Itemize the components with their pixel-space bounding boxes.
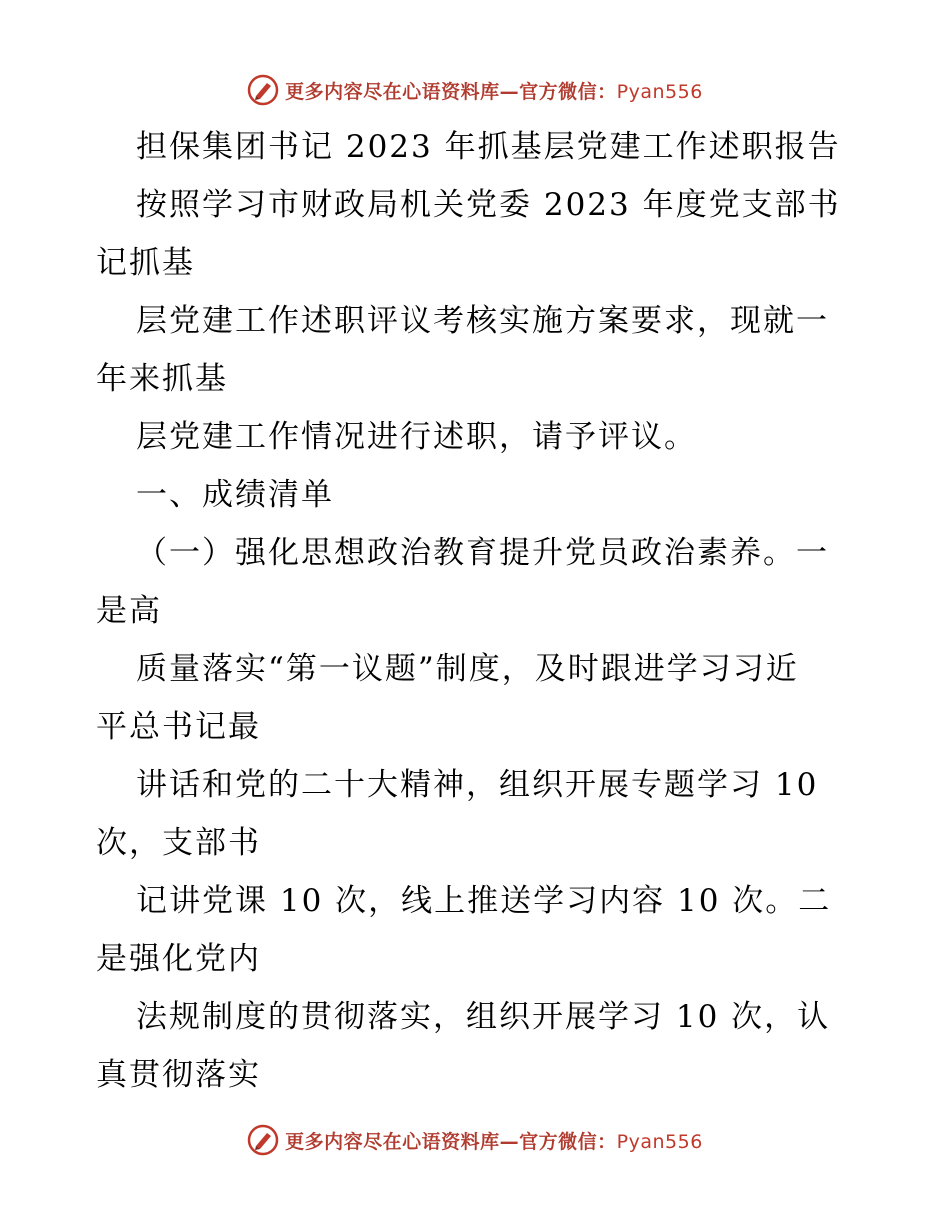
pen-logo-icon (247, 74, 279, 106)
banner-text: 更多内容尽在心语资料库—官方微信：Pyan556 (285, 80, 703, 103)
document-line: 按照学习市财政局机关党委 2023 年度党支部书 (136, 187, 841, 223)
document-line: 记抓基 (96, 245, 195, 281)
footer-banner (0, 1120, 950, 1160)
document-line: 一、成绩清单 (136, 477, 334, 513)
document-line: 年来抓基 (96, 361, 228, 397)
banner-text: 更多内容尽在心语资料库—官方微信：Pyan556 (285, 1130, 703, 1153)
document-line: 次，支部书 (96, 825, 261, 861)
header-banner (0, 70, 950, 110)
document-line: 层党建工作情况进行述职，请予评议。 (136, 419, 697, 455)
document-line: 是高 (96, 593, 162, 629)
document-line: 层党建工作述职评议考核实施方案要求，现就一 (136, 303, 829, 339)
pen-logo-icon (247, 1124, 279, 1156)
document-line: 平总书记最 (96, 709, 261, 745)
document-line: （一）强化思想政治教育提升党员政治素养。一 (136, 535, 829, 571)
document-body (96, 118, 856, 1104)
document-line: 质量落实“第一议题”制度，及时跟进学习习近 (136, 651, 799, 687)
document-line: 担保集团书记 2023 年抓基层党建工作述职报告 (136, 129, 841, 165)
document-line: 是强化党内 (96, 941, 261, 977)
document-line: 真贯彻落实 (96, 1057, 261, 1093)
document-line: 记讲党课 10 次，线上推送学习内容 10 次。二 (136, 883, 832, 919)
document-line: 讲话和党的二十大精神，组织开展专题学习 10 (136, 767, 819, 803)
document-line: 法规制度的贯彻落实，组织开展学习 10 次，认 (136, 999, 831, 1035)
